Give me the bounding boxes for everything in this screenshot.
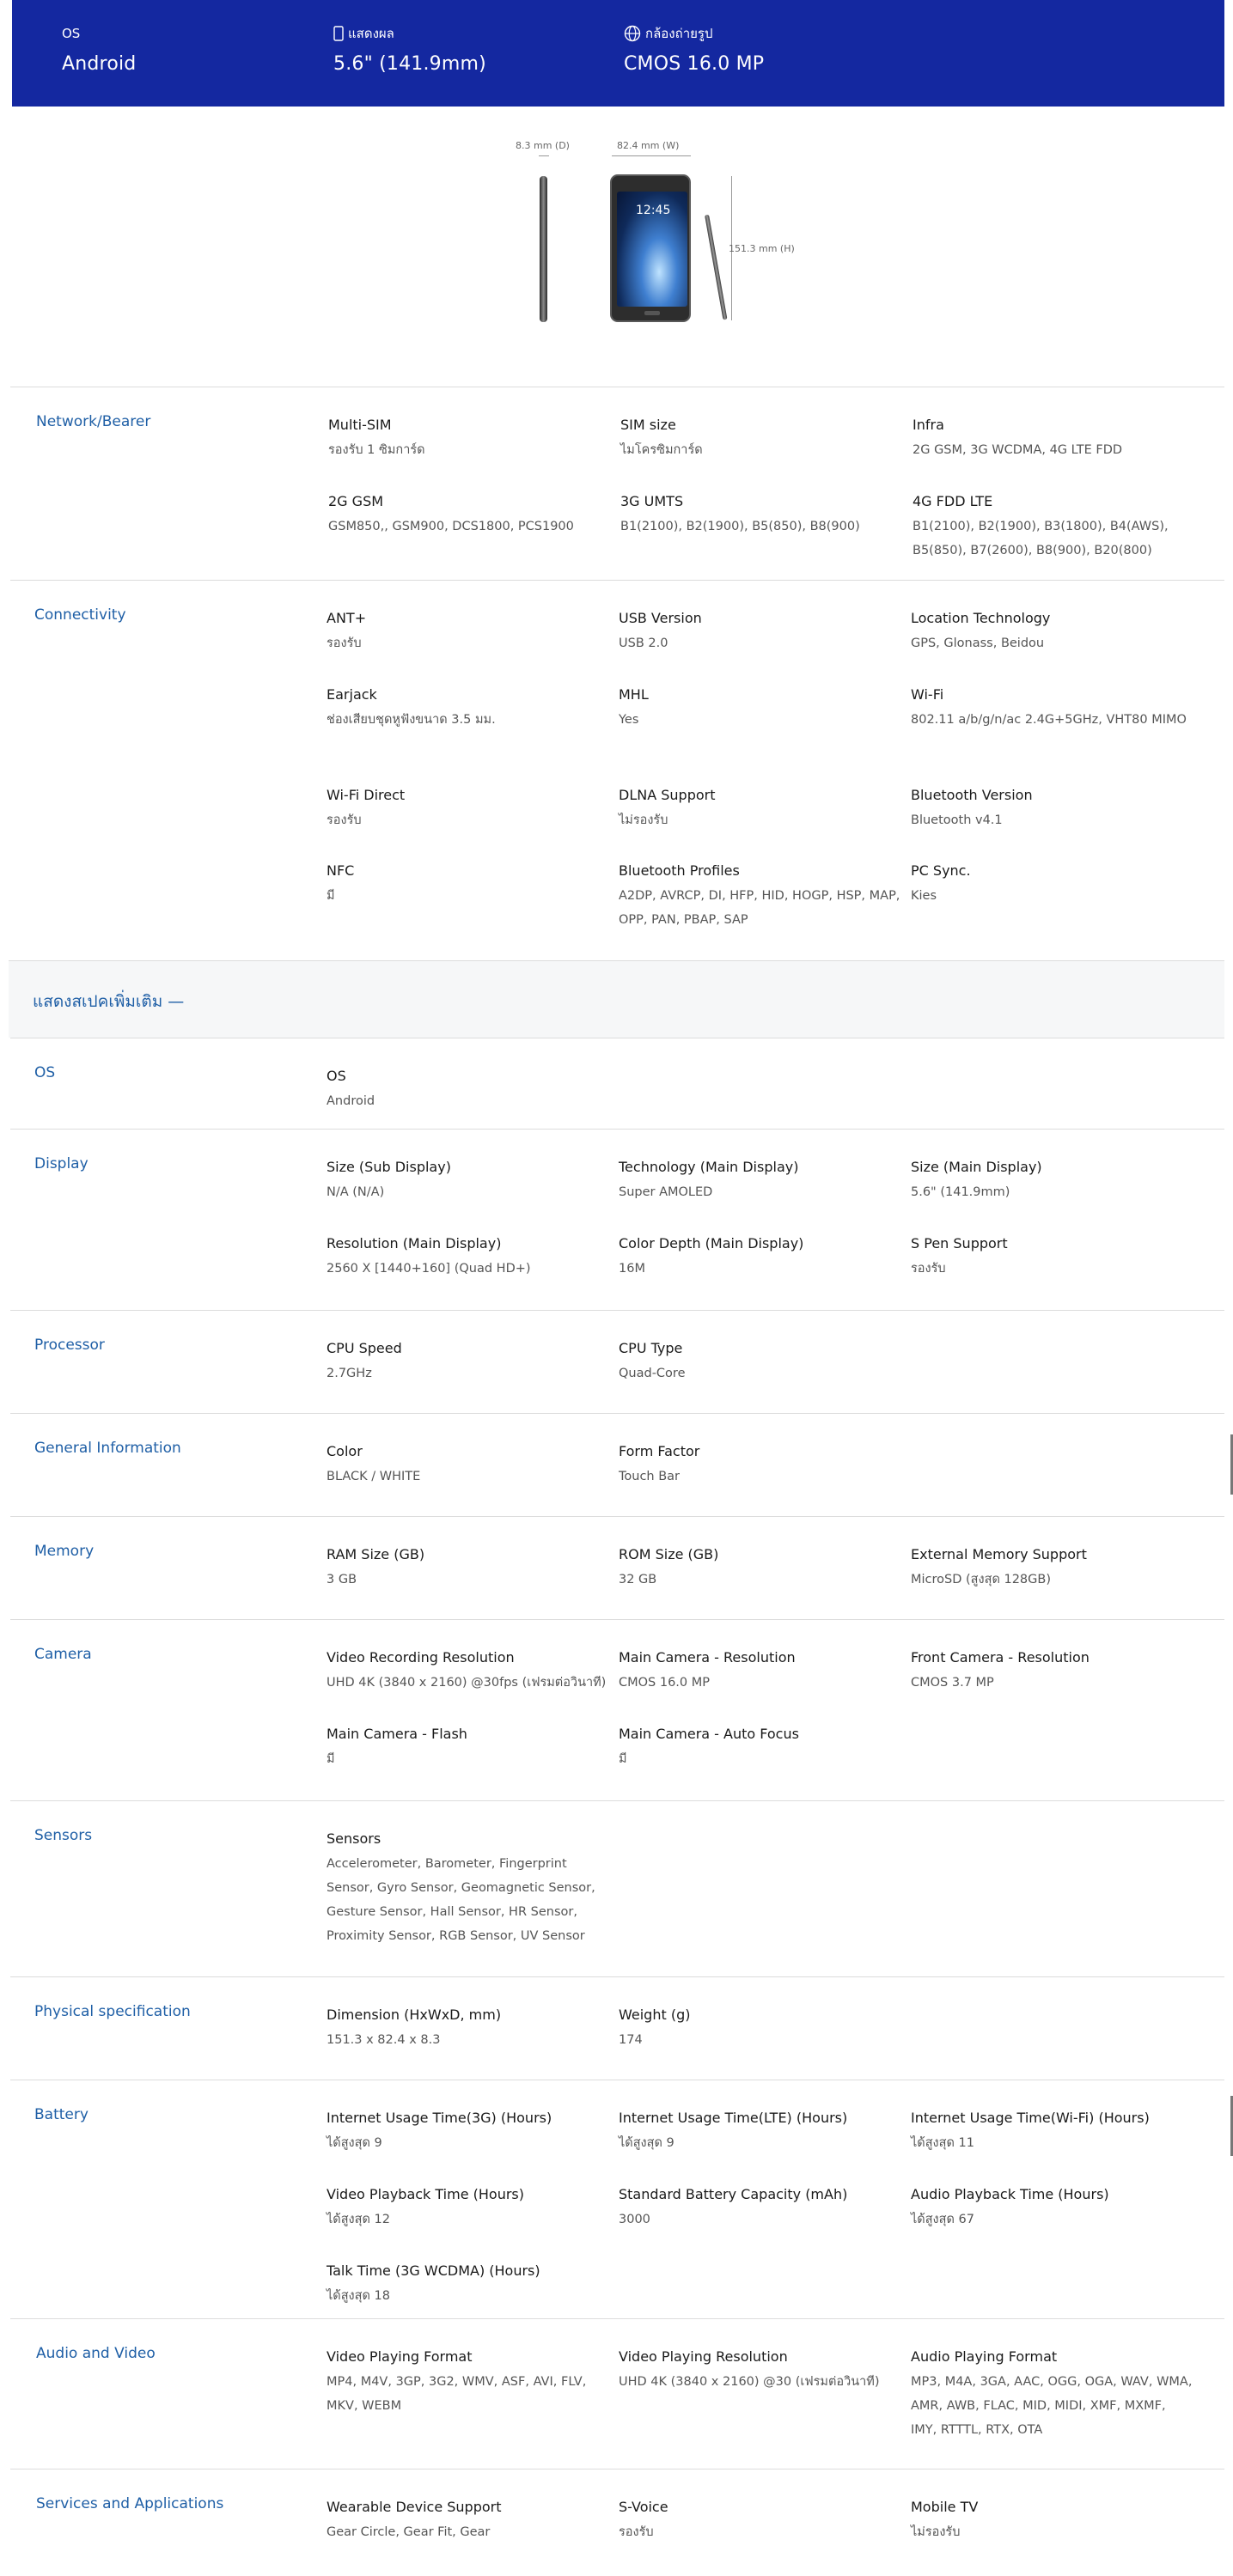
spec-item: 3G UMTS B1(2100), B2(1900), B5(850), B8(900) xyxy=(620,493,860,533)
spec-item: ROM Size (GB) 32 GB xyxy=(619,1546,719,1586)
spec-item: CPU Speed 2.7GHz xyxy=(327,1340,402,1380)
section-title-memory: Memory xyxy=(34,1543,95,1560)
show-more-specs-label[interactable]: แสดงสเปคเพิ่มเติม — xyxy=(33,992,185,1011)
s-pen xyxy=(705,215,727,320)
spec-item: Infra 2G GSM, 3G WCDMA, 4G LTE FDD xyxy=(913,417,1123,457)
spec-item: Video Playing Resolution UHD 4K (3840 x 2160) @30 (เฟรมต่อวินาที) xyxy=(619,2348,880,2389)
show-more-specs-toggle[interactable] xyxy=(9,960,1224,1038)
section-battery xyxy=(10,2080,1224,2318)
spec-item: 2G GSM GSM850,, GSM900, DCS1800, PCS1900 xyxy=(328,493,574,533)
spec-item: Standard Battery Capacity (mAh) 3000 xyxy=(619,2186,848,2226)
spec-item: 4G FDD LTE B1(2100), B2(1900), B3(1800), B4(AWS), B5(850), B7(2600), B8(900), B20(800) xyxy=(913,493,1169,557)
spec-item: Audio Playing Format MP3, M4A, 3GA, AAC, OGG, OGA, WAV, WMA, AMR, AWB, FLAC, MID, MIDI, XMF, MXMF, IMY, RTTTL, RTX, OTA xyxy=(911,2348,1193,2437)
section-memory xyxy=(10,1516,1224,1619)
section-title-display: Display xyxy=(34,1155,89,1172)
spec-item: Weight (g) 174 xyxy=(619,2007,691,2047)
banner-os-value: Android xyxy=(62,53,137,75)
spec-item: Earjack ช่องเสียบชุดหูฟังขนาด 3.5 มม. xyxy=(327,686,496,727)
spec-item: Form Factor Touch Bar xyxy=(619,1443,700,1483)
spec-item: DLNA Support ไม่รองรับ xyxy=(619,787,716,827)
section-title-processor: Processor xyxy=(34,1337,105,1354)
spec-item: USB Version USB 2.0 xyxy=(619,610,702,650)
spec-item: Audio Playback Time (Hours) ได้สูงสุด 67 xyxy=(911,2186,1109,2226)
section-general-information xyxy=(10,1413,1224,1516)
section-audio-and-video xyxy=(10,2318,1224,2469)
banner-os-label: OS xyxy=(62,26,81,41)
height-dimension-label: 151.3 mm (H) xyxy=(729,243,795,254)
section-title-connectivity: Connectivity xyxy=(34,606,126,624)
banner-display xyxy=(333,24,486,75)
spec-item: Wi-Fi Direct รองรับ xyxy=(327,787,406,827)
spec-item: PC Sync. Kies xyxy=(911,862,971,903)
width-dimension-label: 82.4 mm (W) xyxy=(617,140,680,151)
section-camera xyxy=(10,1619,1224,1800)
spec-item: Video Playing Format MP4, M4V, 3GP, 3G2, WMV, ASF, AVI, FLV, MKV, WEBM xyxy=(327,2348,587,2413)
section-title-camera: Camera xyxy=(34,1646,92,1663)
spec-item: Size (Main Display) 5.6" (141.9mm) xyxy=(911,1159,1042,1199)
section-title-network: Network/Bearer xyxy=(36,413,151,430)
spec-item: Sensors Accelerometer, Barometer, Fingerprint Sensor, Gyro Sensor, Geomagnetic Sensor, Gesture Sensor, Hall Sensor, HR Sensor, Proximity Sensor, RGB Sensor, UV Sensor xyxy=(327,1830,595,1943)
spec-item: Bluetooth Version Bluetooth v4.1 xyxy=(911,787,1033,827)
section-network-bearer xyxy=(10,387,1224,580)
section-title-audio: Audio and Video xyxy=(36,2345,156,2362)
depth-dimension-label: 8.3 mm (D) xyxy=(516,140,570,151)
spec-item: Wearable Device Support Gear Circle, Gear Fit, Gear xyxy=(327,2499,502,2539)
banner-camera-value: CMOS 16.0 MP xyxy=(624,53,765,75)
spec-item: SIM size ไมโครซิมการ์ด xyxy=(620,417,703,457)
spec-item: Video Recording Resolution UHD 4K (3840 x 2160) @30fps (เฟรมต่อวินาที) xyxy=(327,1649,607,1690)
spec-item: Internet Usage Time(3G) (Hours) ได้สูงสุด 9 xyxy=(327,2110,552,2150)
spec-item: Multi-SIM รองรับ 1 ซิมการ์ด xyxy=(328,417,425,457)
spec-item: Main Camera - Resolution CMOS 16.0 MP xyxy=(619,1649,796,1690)
phone-side-view xyxy=(540,176,547,322)
section-connectivity xyxy=(10,580,1224,960)
device-dimension-illustration xyxy=(481,133,825,331)
spec-item: Color BLACK / WHITE xyxy=(327,1443,421,1483)
spec-item: RAM Size (GB) 3 GB xyxy=(327,1546,425,1586)
spec-item: NFC มี xyxy=(327,862,355,903)
spec-item: OS Android xyxy=(327,1068,375,1108)
spec-item: Front Camera - Resolution CMOS 3.7 MP xyxy=(911,1649,1090,1690)
spec-item: Resolution (Main Display) 2560 X [1440+160] (Quad HD+) xyxy=(327,1235,531,1276)
section-services-and-applications xyxy=(10,2469,1224,2576)
spec-item: Main Camera - Flash มี xyxy=(327,1726,467,1766)
section-title-general: General Information xyxy=(34,1440,181,1457)
spec-item: Location Technology GPS, Glonass, Beidou xyxy=(911,610,1051,650)
spec-item: External Memory Support MicroSD (สูงสุด 128GB) xyxy=(911,1546,1087,1586)
spec-item: Internet Usage Time(Wi-Fi) (Hours) ได้สูงสุด 11 xyxy=(911,2110,1150,2150)
section-title-physical: Physical specification xyxy=(34,2003,191,2020)
section-title-os: OS xyxy=(34,1064,56,1081)
spec-summary-banner xyxy=(12,0,1224,107)
spec-item: ANT+ รองรับ xyxy=(327,610,367,650)
spec-item: S Pen Support รองรับ xyxy=(911,1235,1008,1276)
section-title-battery: Battery xyxy=(34,2106,89,2123)
banner-display-value: 5.6" (141.9mm) xyxy=(333,53,486,75)
spec-item: Main Camera - Auto Focus มี xyxy=(619,1726,799,1766)
banner-os xyxy=(62,24,136,75)
phone-screen xyxy=(617,192,687,307)
spec-item: CPU Type Quad-Core xyxy=(619,1340,686,1380)
spec-item: Size (Sub Display) N/A (N/A) xyxy=(327,1159,451,1199)
spec-item: S-Voice รองรับ xyxy=(619,2499,668,2539)
spec-item: Internet Usage Time(LTE) (Hours) ได้สูงสุด 9 xyxy=(619,2110,848,2150)
banner-camera-label: กล้องถ่ายรูป xyxy=(645,26,713,41)
spec-item: Color Depth (Main Display) 16M xyxy=(619,1235,804,1276)
section-title-services: Services and Applications xyxy=(36,2495,224,2512)
section-os xyxy=(10,1038,1224,1129)
section-physical-specification xyxy=(10,1976,1224,2080)
section-sensors xyxy=(10,1800,1224,1976)
section-processor xyxy=(10,1310,1224,1413)
globe-icon xyxy=(624,25,641,42)
phone-clock: 12:45 xyxy=(636,204,671,217)
spec-item: Talk Time (3G WCDMA) (Hours) ได้สูงสุด 18 xyxy=(327,2262,540,2303)
spec-item: Bluetooth Profiles A2DP, AVRCP, DI, HFP, HID, HOGP, HSP, MAP, OPP, PAN, PBAP, SAP xyxy=(619,862,900,927)
banner-display-label: แสดงผล xyxy=(348,26,394,41)
spec-item: Technology (Main Display) Super AMOLED xyxy=(619,1159,799,1199)
phone-icon xyxy=(333,26,344,41)
spec-item: Dimension (HxWxD, mm) 151.3 x 82.4 x 8.3 xyxy=(327,2007,502,2047)
phone-front-view xyxy=(610,174,691,322)
section-display xyxy=(10,1129,1224,1310)
section-title-sensors: Sensors xyxy=(34,1827,93,1844)
spec-item: Wi-Fi 802.11 a/b/g/n/ac 2.4G+5GHz, VHT80 MIMO xyxy=(911,686,1187,727)
spec-item: MHL Yes xyxy=(619,686,649,727)
spec-item: Mobile TV ไม่รองรับ xyxy=(911,2499,979,2539)
spec-item: Video Playback Time (Hours) ได้สูงสุด 12 xyxy=(327,2186,524,2226)
banner-camera xyxy=(624,24,764,75)
